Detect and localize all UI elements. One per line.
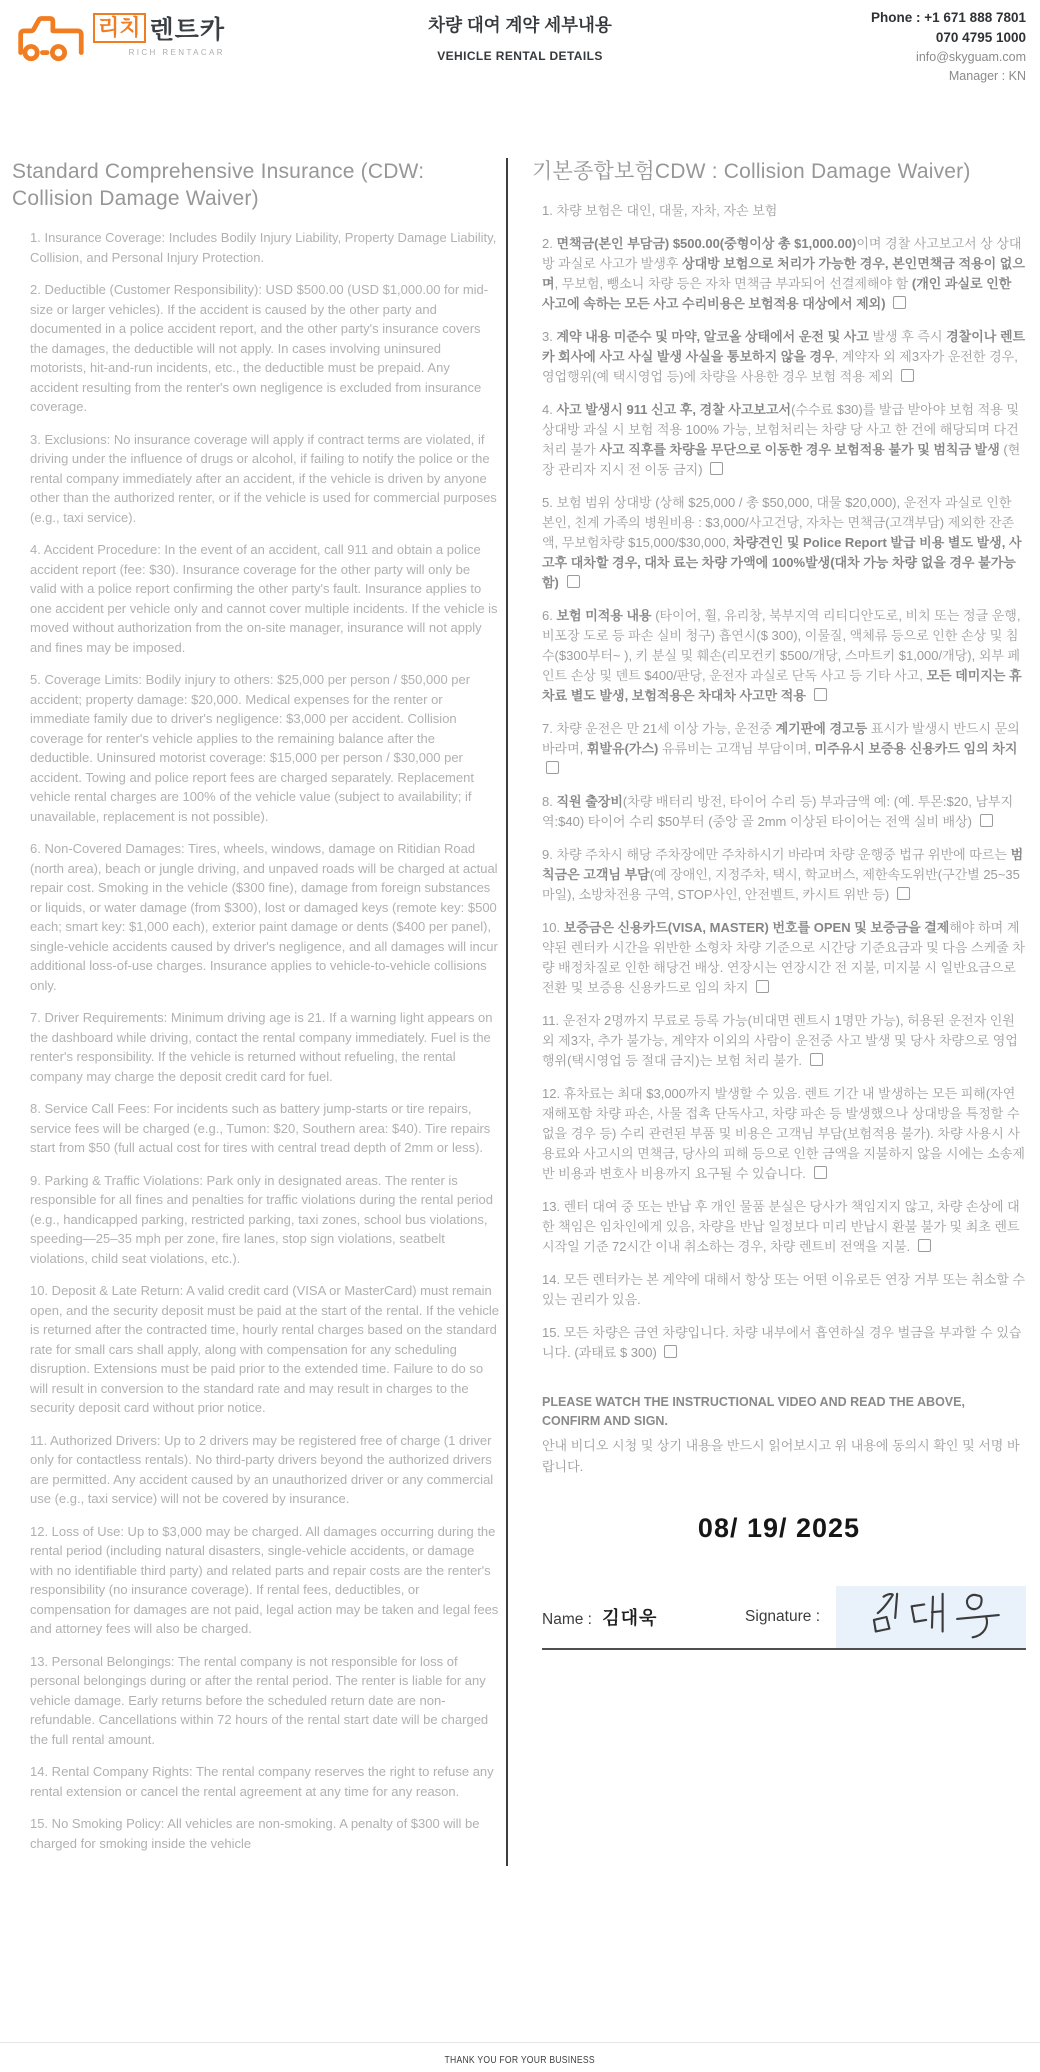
term-paragraph: 3. Exclusions: No insurance coverage will apply if contract terms are violated, if driving under the influence of drugs or alcohol, if failing to notify the police or the rental company immediately after an accident, if the vehicle is driven by anyone other than the authorized renter, or if the vehicle is used for commercial purposes (e.g., taxi service). <box>30 431 497 525</box>
checkbox[interactable] <box>901 369 914 382</box>
term-paragraph: 12. 휴차료는 최대 $3,000까지 발생할 수 있음. 렌트 기간 내 발생하는 모든 피해(자연재해포함 차량 파손, 사물 접촉 단독사고, 차량 파손 등 발생했으나 상대방을 특정할 수 없을 경우 등) 수리 관련된 부품 및 비용은 고객님 부담(보험적용 불가). 차량 사용시 사용료와 사고시의 면책금, 당사의 피해 등으로 인한 금액을 지불하지 않을 시에는 소송제반 비용과 변호사 비용까지 요구될 수 있습니다. <box>542 1086 1025 1181</box>
term-paragraph: 6. 보험 미적용 내용 (타이어, 휠, 유리창, 북부지역 리티디안도로, 비치 또는 정글 운행, 비포장 도로 등 파손 실비 청구) 흡연시($ 300), 이물질, 액체류 등으로 인한 손상 및 침수($300부터~ ), 키 분실 및 훼손(리모컨키 $500/개당, 스마트키 $1,000/개당), 외부 페인트 손상 및 덴트 $400/판당, 운전자 과실로 단독 사고 등 기타 사고, 모든 데미지는 휴차료 별도 발생, 보험적용은 차대차 사고만 적용 <box>542 608 1022 703</box>
renter-name <box>542 1604 657 1630</box>
term-paragraph: 3. 계약 내용 미준수 및 마약, 알코올 상태에서 운전 및 사고 발생 후 즉시 경찰이나 렌트카 회사에 사고 사실 발생 사실을 통보하지 않을 경우, 계약자 외 제3자가 운전한 경우, 영업행위(예 택시영업 등)에 차량을 사용한 경우 보험 적용 제외 <box>542 329 1026 384</box>
english-terms-column <box>0 158 506 1866</box>
term-paragraph: 11. 운전자 2명까지 무료로 등록 가능(비대면 렌트시 1명만 가능), 허용된 운전자 인원 외 제3자, 추가 불가능, 계약자 이외의 사람이 운전중 사고 발생 및 당사 차량으로 영업행위(택시영업 등 절대 금지)는 보험 처리 불가. <box>542 1013 1018 1068</box>
term-paragraph: 4. Accident Procedure: In the event of an accident, call 911 and obtain a police accident report (fee: $30). Insurance coverage for the other party will only be valid with a police report confirming the other party's fault. Insurance applies to one accident per vehicle only and cannot cover multiple incidents. If the vehicle is moved without authorization from the on-site manager, insurance will not apply and fines may be imposed. <box>30 542 498 655</box>
term-paragraph: 7. Driver Requirements: Minimum driving age is 21. If a warning light appears on the dashboard while driving, contact the rental company immediately. Fuel is the renter's responsibility. If the vehicle is returned without refueling, the rental company may charge the deposit credit card for fuel. <box>30 1010 493 1084</box>
term-paragraph: 5. Coverage Limits: Bodily injury to others: $25,000 per person / $50,000 per accident; property damage: $20,000. Medical expenses for the renter or immediate family due to driver's negligence: $3,000 per accident. Collision coverage for renter's vehicle applies to the remaining balance after the deductible. Uninsured motorist coverage: $15,000 per person / $30,000 per accident. Towing and police report fees are charged separately. Replacement vehicle rental charges are 100% of the vehicle value (subject to availability; if unavailable, replacement is not possible). <box>30 672 474 824</box>
confirm-notice-kr: 안내 비디오 시청 및 상기 내용을 반드시 읽어보시고 위 내용에 동의시 확인 및 서명 바랍니다. <box>542 1438 1020 1474</box>
agreement-date: 08/ 19/ 2025 <box>697 1513 861 1543</box>
term-paragraph: 13. Personal Belongings: The rental company is not responsible for loss of personal belongings during or after the rental period. The renter is liable for any vehicle damage. Early returns before the scheduled return date are non-refundable. Cancellations within 72 hours of the rental start date will be charged the full rental amount. <box>30 1653 489 1747</box>
term-paragraph: 5. 보험 범위 상대방 (상해 $25,000 / 총 $50,000, 대물 $20,000), 운전자 과실로 인한 본인, 친계 가족의 병원비용 : $3,000/사고건당, 자차는 면책금(고객부담) 제외한 잔존액, 무보험차량 $15,000/$30,000, 차량견인 및 Police Report 발급 비용 별도 발생, 사고후 대차할 경우, 대차 료는 차량 가액에 100%발생(대차 가능 차량 없을 경우 불가능함) <box>542 495 1022 590</box>
korean-section-title: 기본종합보험CDW : Collision Damage Waiver) <box>532 160 971 183</box>
confirm-notice-en: PLEASE WATCH THE INSTRUCTIONAL VIDEO AND READ THE ABOVE, CONFIRM AND SIGN. <box>542 1395 965 1428</box>
footer-thanks: THANK YOU FOR YOUR BUSINESS <box>444 2054 596 2066</box>
term-paragraph: 6. Non-Covered Damages: Tires, wheels, windows, damage on Ritidian Road (north area), beach or jungle driving, and unpaved roads will be charged at actual repair cost. Smoking in the vehicle ($300 fine), damage from foreign substances or liquids, or water damage (from $300), lost or damaged keys (remote key: $500 each; smart key: $1,000 each), exterior paint damage or dents ($400 per panel), single-vehicle accidents caused by driver's negligence, and all damages will incur additional loss-of-use charges. Insurance applies to vehicle-to-vehicle collisions only. <box>30 841 498 993</box>
contact-email: info@skyguam.com <box>916 50 1026 64</box>
checkbox[interactable] <box>918 1239 931 1252</box>
term-paragraph: 8. Service Call Fees: For incidents such as battery jump-starts or tire repairs, service fees will be charged (e.g., Tumon: $20, Southern area: $40). Tire repairs start from $50 (full actual cost for tires with central tread depth of 2mm or less). <box>30 1101 491 1155</box>
signature-underline <box>542 1648 1026 1650</box>
term-paragraph: 7. 차량 운전은 만 21세 이상 가능, 운전중 계기판에 경고등 표시가 발생시 반드시 문의 바라며, 휘발유(가스) 유류비는 고객님 부담이며, 미주유시 보증용 신용카드 임의 차지 <box>542 719 1026 779</box>
term-paragraph: 10. Deposit & Late Return: A valid credit card (VISA or MasterCard) must remain open, and the security deposit must be paid at the start of the rental. If the vehicle is returned after the contracted time, hourly rental charges based on the standard rate for small cars shall apply, along with compensation for any scheduling disruption. Extensions must be paid prior to the extended time. Failure to do so will result in conversion to the standard rate and may result in charges to the security deposit card without prior notice. <box>30 1283 500 1415</box>
checkbox[interactable] <box>546 761 559 774</box>
term-paragraph: 2. Deductible (Customer Responsibility): USD $500.00 (USD $1,000.00 for mid-size or larger vehicles). If the accident is caused by the other party and documented in a police accident report, and the other party's insurance covers the damages, the deductible will not apply. In cases involving uninsured motorists, hit-and-run incidents, etc., the deductible must be prepaid. Any accident resulting from the renter's own negligence is excluded from insurance coverage. <box>30 282 489 414</box>
term-paragraph: 9. 차량 주차시 해당 주차장에만 주차하시기 바라며 차량 운행중 법규 위반에 따르는 범칙금은 고객님 부담(예 장애인, 지정주차, 택시, 학교버스, 제한속도위반(구간별 25~35마일), 소방차전용 구역, STOP사인, 안전벨트, 카시트 위반 등) <box>542 847 1024 902</box>
checkbox[interactable] <box>814 688 827 701</box>
term-paragraph: 14. Rental Company Rights: The rental company reserves the right to refuse any rental extension or cancel the rental agreement at any time for any reason. <box>30 1764 494 1799</box>
signature-row <box>542 1586 1026 1648</box>
page-title-en: VEHICLE RENTAL DETAILS <box>437 49 603 63</box>
signature-box[interactable] <box>836 1586 1026 1648</box>
checkbox[interactable] <box>567 575 580 588</box>
checkbox[interactable] <box>893 296 906 309</box>
header <box>0 0 1040 96</box>
term-paragraph: 2. 면책금(본인 부담금) $500.00(중형이상 총 $1,000.00)이며 경찰 사고보고서 상 상대방 과실로 사고가 발생후 상대방 보험으로 처리가 가능한 경우, 본인면책금 적용이 없으며, 무보험, 뺑소니 차량 등은 자차 면책금 부과되어 선결제해야 함 (개인 과실로 인한 사고에 속하는 모든 사고 수리비용은 보험적용 대상에서 제외) <box>542 236 1025 311</box>
signature-label: Signature : <box>745 1608 820 1625</box>
contact-manager: Manager : KN <box>948 69 1026 83</box>
logo-word-orange: 리치 <box>93 13 146 43</box>
name-label: Name : <box>542 1611 592 1628</box>
term-paragraph: 1. 차량 보험은 대인, 대물, 자차, 자손 보험 <box>542 203 778 218</box>
term-paragraph: 14. 모든 렌터카는 본 계약에 대해서 항상 또는 어떤 이유로든 연장 거부 또는 취소할 수 있는 권리가 있음. <box>542 1272 1026 1307</box>
korean-terms-column <box>508 158 1040 1866</box>
checkbox[interactable] <box>710 462 723 475</box>
checkbox[interactable] <box>756 980 769 993</box>
checkbox[interactable] <box>897 887 910 900</box>
checkbox[interactable] <box>664 1345 677 1358</box>
logo-word-dark: 렌트카 <box>149 16 225 44</box>
term-paragraph: 12. Loss of Use: Up to $3,000 may be charged. All damages occurring during the rental period (including natural disasters, single-vehicle accidents, or damage with no identifiable third party) and related parts and repair costs are the renter's responsibility (no insurance coverage). If rental fees, deductibles, or compensation for damages are not paid, legal action may be taken and legal fees and attorney fees will also be charged. <box>30 1523 499 1636</box>
term-paragraph: 11. Authorized Drivers: Up to 2 drivers may be registered free of charge (1 driver only for contactless rentals). No third-party drivers beyond the authorized drivers are permitted. Any accident caused by an unauthorized driver or any commercial use (e.g., taxi service) will not be covered by insurance. <box>30 1432 494 1506</box>
term-paragraph: 10. 보증금은 신용카드(VISA, MASTER) 번호를 OPEN 및 보증금을 결제해야 하며 계약된 렌터카 시간을 위반한 소형차 차량 기준으로 시간당 기준요금과 및 다음 스케줄 차량 배정차질로 인한 해당건 배상. 연장시는 연장시간 전 지불, 미지불 시 일반요금으로 전환 및 보증용 신용카드로 임의 차지 <box>542 920 1025 995</box>
term-paragraph: 15. No Smoking Policy: All vehicles are non-smoking. A penalty of $300 will be charged for smoking inside the vehicle <box>30 1816 480 1851</box>
checkbox[interactable] <box>810 1053 823 1066</box>
term-paragraph: 8. 직원 출장비(차량 배터리 방전, 타이어 수리 등) 부과금액 예: (예. 투몬:$20, 남부지역:$40) 타이어 수리 $50부터 (중앙 골 2mm 이상된 타이어는 전액 실비 배상) <box>542 794 1014 829</box>
checkbox[interactable] <box>814 1166 827 1179</box>
checkbox[interactable] <box>980 814 993 827</box>
term-paragraph: 1. Insurance Coverage: Includes Bodily Injury Liability, Property Damage Liability, Collision, and Personal Injury Protection. <box>30 230 497 265</box>
contact-phone-1: Phone : +1 671 888 7801 <box>871 10 1026 25</box>
english-section-title: Standard Comprehensive Insurance (CDW: Collision Damage Waiver) <box>12 160 425 210</box>
footer-divider <box>0 2042 1040 2043</box>
term-paragraph: 4. 사고 발생시 911 신고 후, 경찰 사고보고서(수수료 $30)를 발급 받아야 보험 적용 및 상대방 과실 시 보험 적용 100% 가능, 보험처리는 차량 당 사고 한 건에 해당되며 다건 처리 불가 사고 직후를 차량을 무단으로 이동한 경우 보험적용 불가 및 범칙금 발생 (현장 관리자 지시 전 이동 금지) <box>542 402 1021 477</box>
contract-body <box>0 96 1040 1866</box>
name-value: 김대욱 <box>602 1608 658 1628</box>
korean-paragraphs <box>532 201 1026 1363</box>
term-paragraph: 13. 렌터 대여 중 또는 반납 후 개인 물품 분실은 당사가 책임지지 않고, 차량 손상에 대한 책임은 임차인에게 있음, 차량을 반납 일정보다 미리 반납시 환불 불가 및 최초 렌트 시작일 기준 72시간 이내 취소하는 경우, 차량 렌트비 전액을 지불. <box>542 1199 1020 1254</box>
signature-scribble <box>838 1587 1024 1647</box>
term-paragraph: 15. 모든 차량은 금연 차량입니다. 차량 내부에서 흡연하실 경우 벌금을 부과할 수 있습니다. (과태료 $ 300) <box>542 1325 1022 1360</box>
contact-info <box>871 8 1026 86</box>
contact-phone-2: 070 4795 1000 <box>935 30 1026 45</box>
english-paragraphs <box>12 228 500 1853</box>
logo-subtitle: RICH RENTACAR <box>128 48 225 57</box>
page-title-kr: 차량 대여 계약 세부내용 <box>428 15 612 35</box>
term-paragraph: 9. Parking & Traffic Violations: Park only in designated areas. The renter is responsible for all fines and penalties for traffic violations during the rental period (e.g., handicapped parking, restricted parking, taxi zones, school bus violations, speeding—25–35 mph per zone, fire lanes, stop sign violations, seatbelt violations, child seat violations, etc.). <box>30 1172 493 1266</box>
